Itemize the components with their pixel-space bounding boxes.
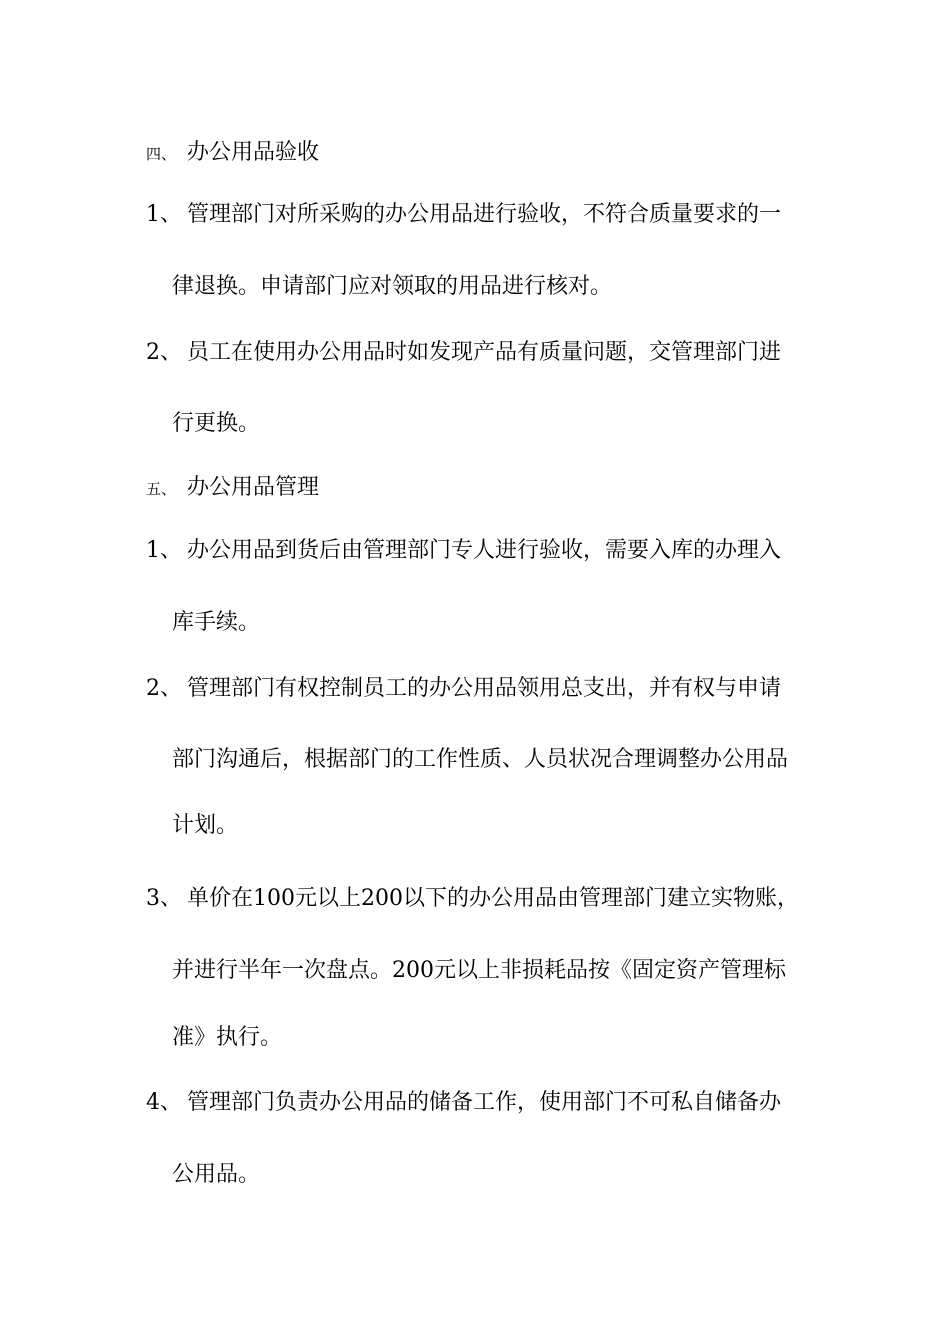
section-number: 四、 (146, 145, 177, 163)
item-text-continuation: 行更换。 (172, 411, 261, 436)
section-number: 五、 (146, 480, 177, 498)
item-number: 4、 (146, 1090, 182, 1115)
item-text-line: 办公用品到货后由管理部门专人进行验收，需要入库的办理入 (187, 538, 782, 563)
item-number: 3、 (146, 886, 182, 911)
item-text-continuation: 律退换。申请部门应对领取的用品进行核对。 (172, 274, 613, 299)
item-number: 2、 (146, 676, 182, 701)
item-number: 1、 (146, 202, 182, 227)
section-title: 办公用品管理 (187, 475, 320, 500)
item-text-line: 管理部门对所采购的办公用品进行验收，不符合质量要求的一 (187, 202, 782, 227)
section-heading (146, 135, 319, 171)
item-number: 2、 (146, 340, 182, 365)
list-item (146, 533, 781, 569)
list-item (146, 671, 781, 707)
section-heading (146, 470, 319, 506)
list-item (146, 1085, 781, 1121)
list-item (146, 335, 781, 371)
item-text-continuation: 公用品。 (172, 1162, 261, 1187)
item-text-continuation: 并进行半年一次盘点。200元以上非损耗品按《固定资产管理标 (172, 958, 786, 983)
list-item (146, 881, 799, 917)
list-item (146, 197, 781, 233)
item-text-line: 管理部门有权控制员工的办公用品领用总支出，并有权与申请 (187, 676, 782, 701)
item-text-continuation: 部门沟通后，根据部门的工作性质、人员状况合理调整办公用品 (172, 747, 789, 772)
item-text-continuation: 计划。 (172, 813, 239, 838)
item-text-continuation: 准》执行。 (172, 1025, 283, 1050)
item-text-line: 单价在100元以上200以下的办公用品由管理部门建立实物账， (187, 886, 799, 911)
item-text-line: 管理部门负责办公用品的储备工作，使用部门不可私自储备办 (187, 1090, 782, 1115)
item-text-continuation: 库手续。 (172, 610, 261, 635)
item-text-line: 员工在使用办公用品时如发现产品有质量问题，交管理部门进 (187, 340, 782, 365)
item-number: 1、 (146, 538, 182, 563)
section-title: 办公用品验收 (187, 140, 320, 165)
